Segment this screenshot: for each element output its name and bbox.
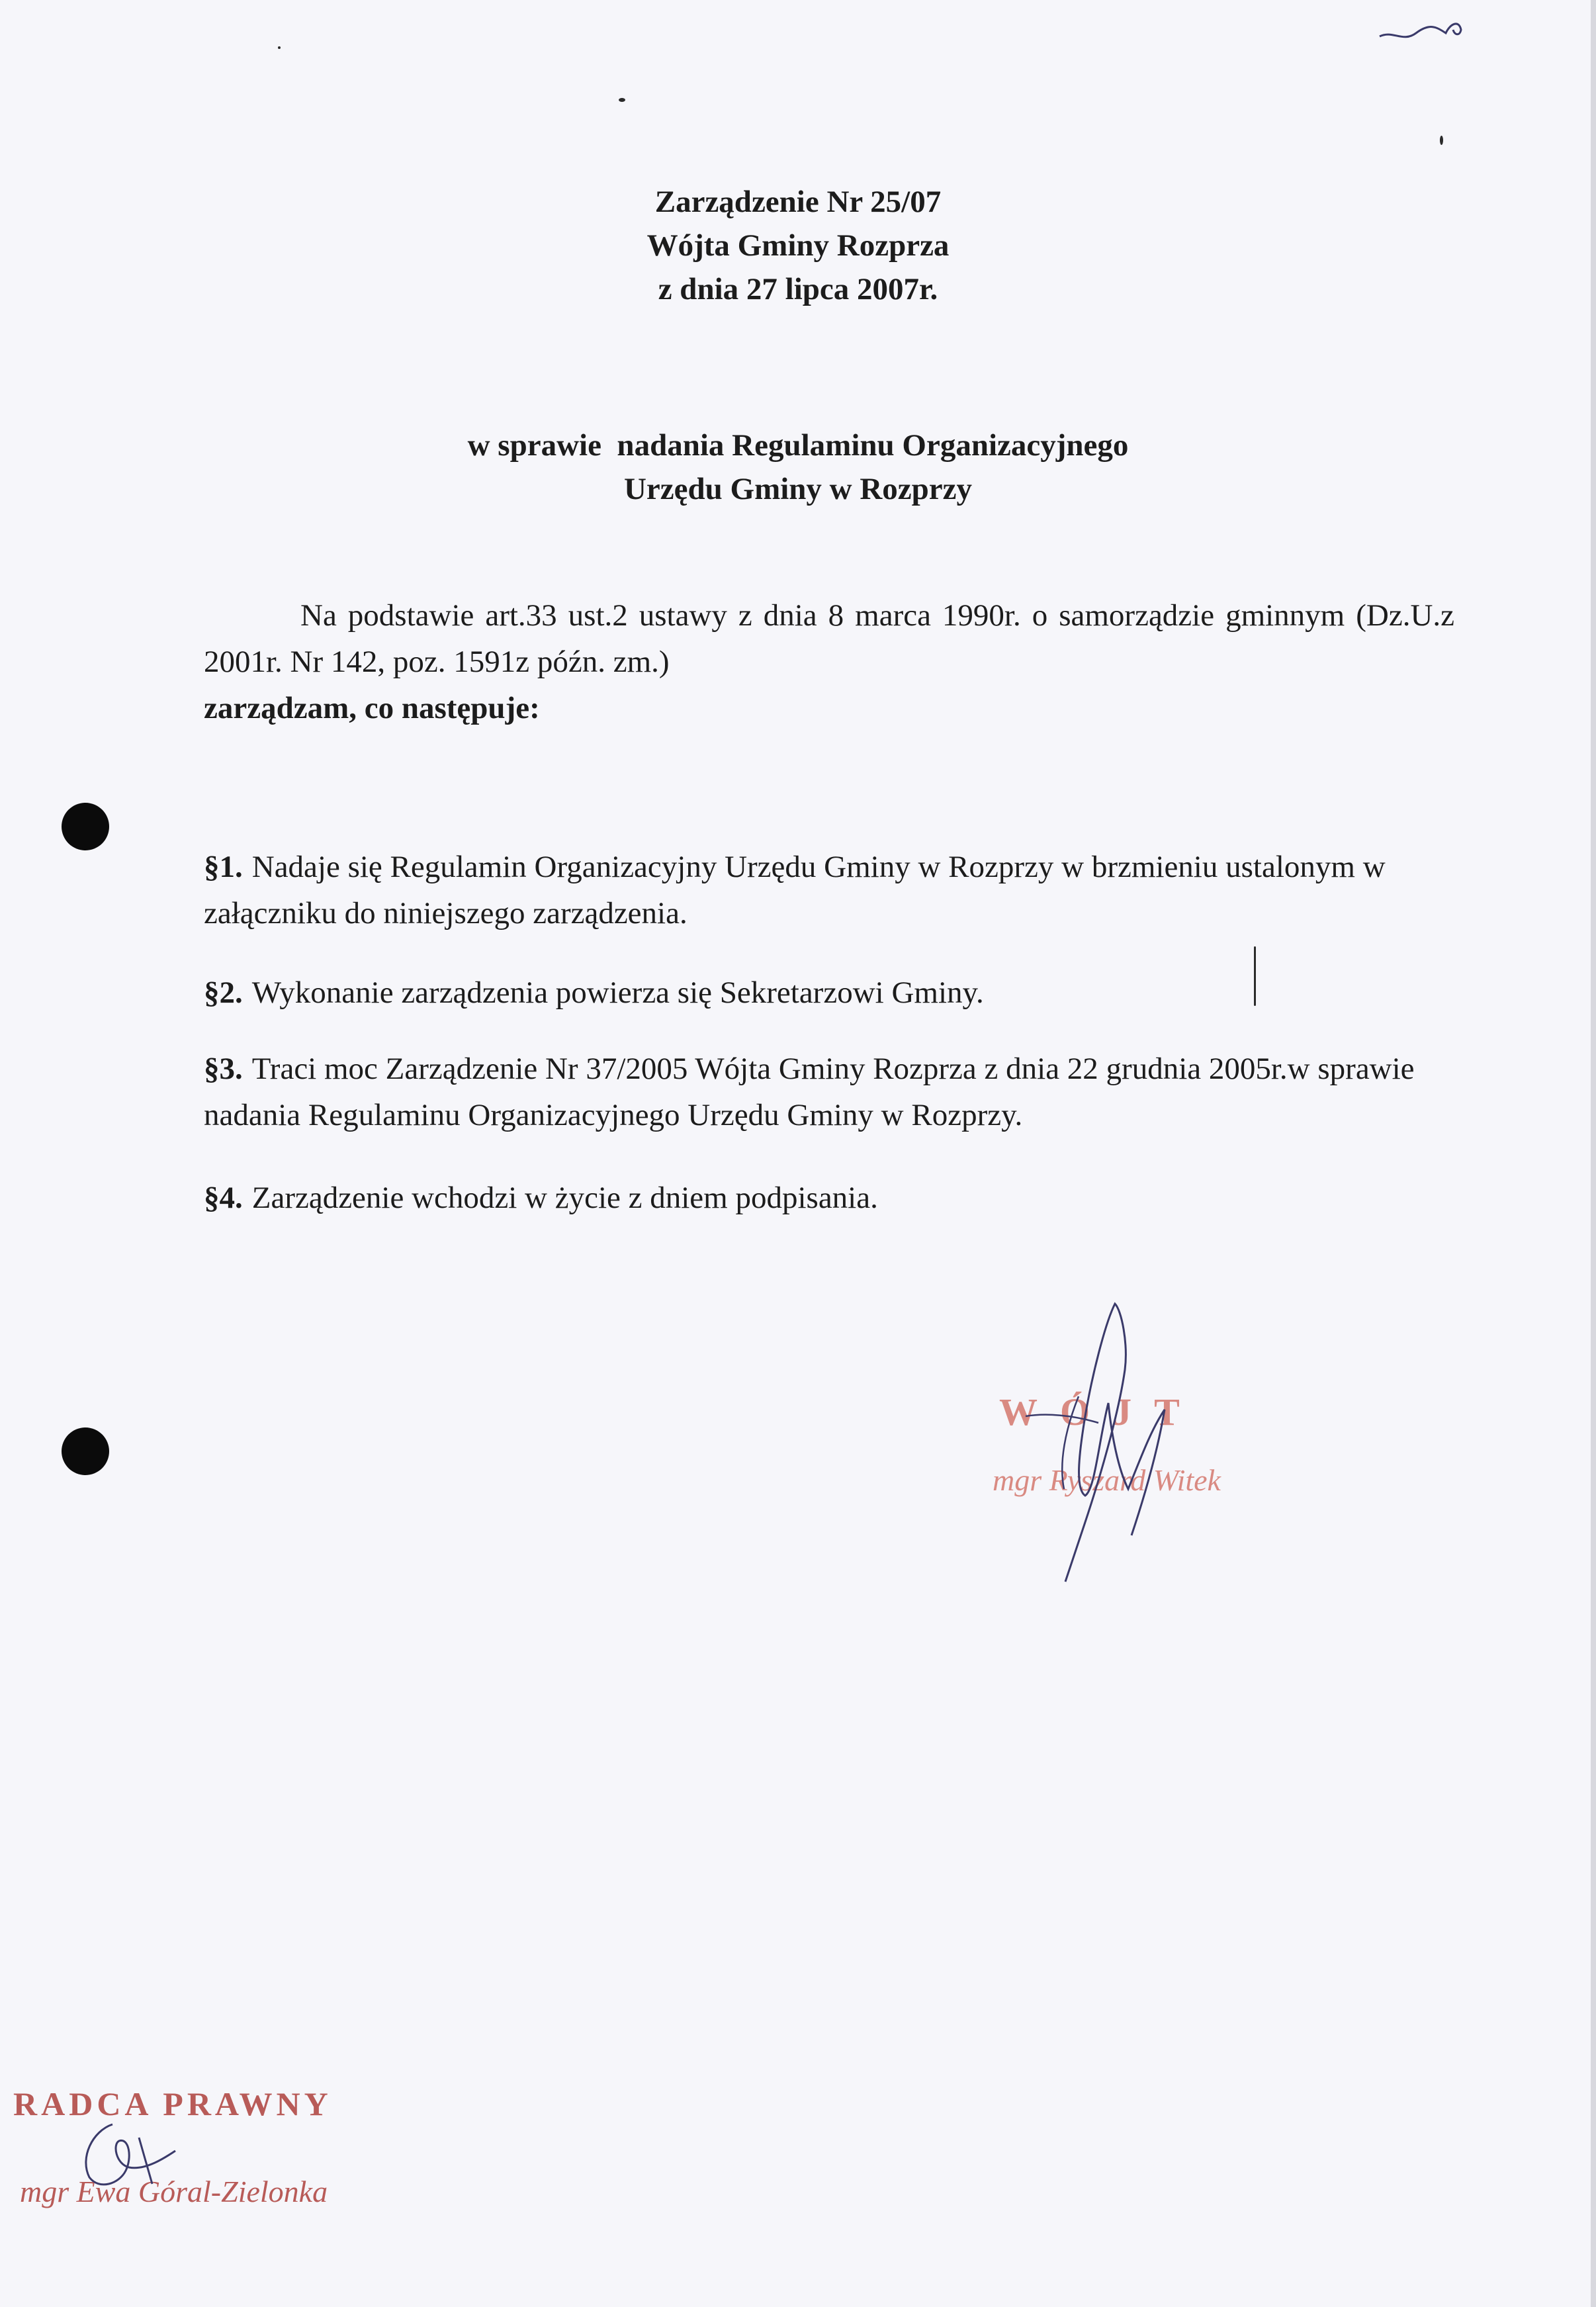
paragraph-number: §2. [204, 975, 243, 1010]
legal-basis [204, 592, 1454, 731]
subject-line: Urzędu Gminy w Rozprzy [623, 472, 973, 506]
document-title [0, 180, 1596, 311]
corner-ink-mark [1376, 10, 1469, 50]
scan-speck [619, 98, 625, 102]
radca-initials [66, 2111, 192, 2210]
paragraph-number: §1. [204, 850, 243, 884]
paragraph-1 [204, 844, 1454, 936]
scan-edge [1591, 0, 1596, 2307]
paragraph-3 [204, 1046, 1454, 1138]
paragraph-2 [204, 970, 1454, 1016]
scan-speck [278, 46, 281, 49]
stamp-role: WÓJT [999, 1390, 1202, 1433]
document-subject [0, 424, 1596, 511]
paragraph-text: Traci moc Zarządzenie Nr 37/2005 Wójta Gminy Rozprza z dnia 22 grudnia 2005r.w sprawie nadania Regulaminu Organizacyjnego Urzędu Gminy w Rozprzy. [204, 1052, 1415, 1132]
punch-hole [62, 803, 109, 850]
subject-line: w sprawie nadania Regulaminu Organizacyjnego [467, 428, 1129, 463]
title-line: Zarządzenie Nr 25/07 [654, 185, 942, 219]
stamp-role: RADCA PRAWNY [13, 2085, 332, 2122]
wojt-signature [986, 1297, 1184, 1588]
scan-speck [1440, 136, 1443, 145]
paragraph-text: Zarządzenie wchodzi w życie z dniem podpisania. [251, 1181, 878, 1215]
title-line: z dnia 27 lipca 2007r. [658, 272, 938, 306]
paragraph-number: §3. [204, 1052, 243, 1086]
paragraph-number: §4. [204, 1181, 243, 1215]
paragraph-4 [204, 1175, 1454, 1221]
title-line: Wójta Gminy Rozprza [646, 228, 950, 263]
legal-basis-text: Na podstawie art.33 ust.2 ustawy z dnia 8 marca 1990r. o samorządzie gminnym (Dz.U.z 2001r. Nr 142, poz. 1591z późn. zm.) [204, 598, 1454, 679]
stamp-name: mgr Ewa Góral-Zielonka [20, 2175, 328, 2208]
paragraph-text: Nadaje się Regulamin Organizacyjny Urzędu Gminy w Rozprzy w brzmieniu ustalonym w załączniku do niniejszego zarządzenia. [204, 850, 1386, 930]
decree-statement: zarządzam, co następuje: [204, 691, 540, 725]
stamp-name: mgr Ryszard Witek [993, 1463, 1221, 1497]
punch-hole [62, 1427, 109, 1475]
paragraph-text: Wykonanie zarządzenia powierza się Sekretarzowi Gminy. [251, 975, 984, 1010]
